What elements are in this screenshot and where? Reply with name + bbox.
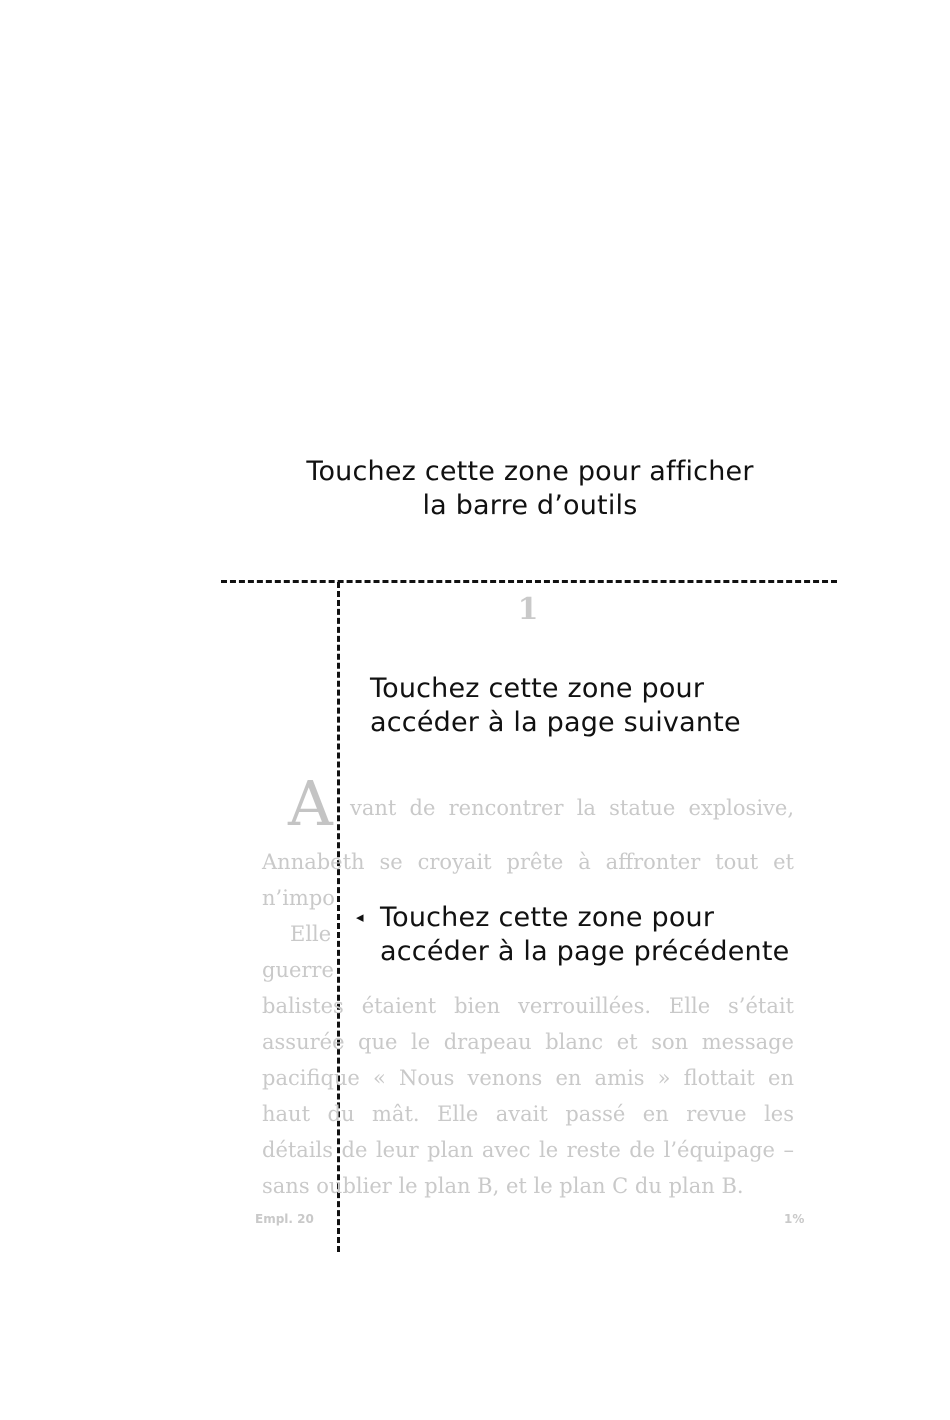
- reading-location: Empl. 20: [255, 1212, 314, 1226]
- text-line: n’impo: [262, 886, 335, 910]
- text-line: pacifique « Nous venons en amis » flottait en: [262, 1066, 794, 1090]
- text-line-content: vant de rencontrer la statue explosive,: [350, 796, 794, 820]
- next-annotation-line1: Touchez cette zone pour: [370, 673, 705, 704]
- text-line: guerre: [262, 958, 334, 982]
- next-annotation-line2: accéder à la page suivante: [370, 707, 741, 738]
- text-line: assurée que le drapeau blanc et son message: [262, 1030, 794, 1054]
- text-line: [262, 767, 794, 844]
- text-line: balistes étaient bien verrouillées. Elle s’était: [262, 994, 794, 1018]
- left-arrow-icon: ◂: [356, 908, 364, 926]
- drop-cap: A: [288, 767, 333, 840]
- previous-page-zone-annotation[interactable]: [356, 900, 876, 969]
- text-line: haut du mât. Elle avait passé en revue les: [262, 1102, 794, 1126]
- next-page-zone-annotation[interactable]: [370, 672, 850, 740]
- toolbar-annotation-line2: la barre d’outils: [422, 490, 638, 521]
- previous-annotation-line1: Touchez cette zone pour: [380, 902, 715, 933]
- chapter-number: 1: [517, 592, 539, 627]
- text-line: sans oublier le plan B, et le plan C du plan B.: [262, 1174, 744, 1198]
- previous-annotation-line2: accéder à la page précédente: [380, 936, 790, 967]
- text-line: détails de leur plan avec le reste de l’équipage –: [262, 1138, 794, 1162]
- text-line: Elle: [290, 922, 332, 946]
- reading-progress-percent: 1%: [784, 1212, 805, 1226]
- book-body-text[interactable]: [262, 767, 794, 1204]
- text-line: Annabeth se croyait prête à affronter tout et: [262, 850, 794, 874]
- toolbar-annotation-line1: Touchez cette zone pour afficher: [306, 456, 754, 487]
- toolbar-zone-annotation[interactable]: [240, 455, 820, 523]
- toolbar-zone-boundary: [221, 580, 837, 583]
